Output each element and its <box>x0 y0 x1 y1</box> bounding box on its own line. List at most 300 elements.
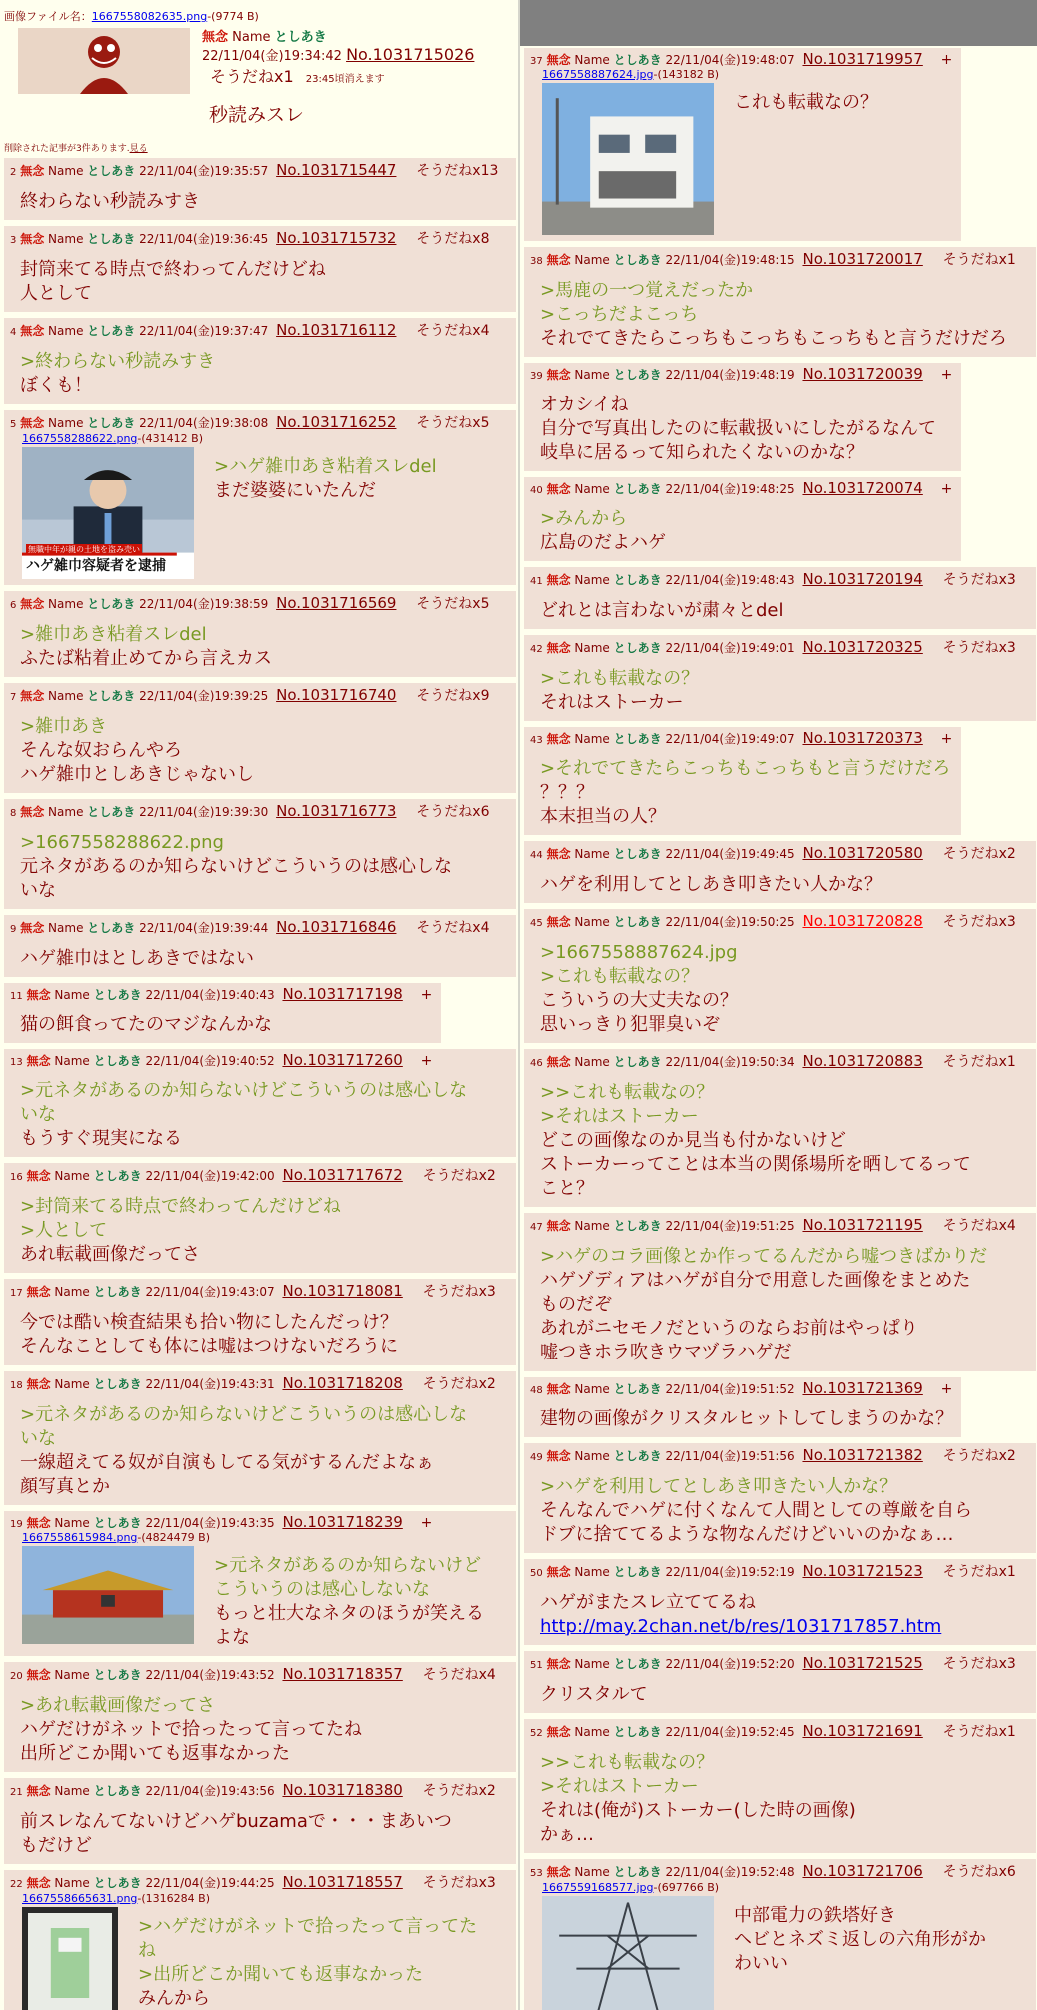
reply-post <box>524 477 961 561</box>
reply-post <box>4 1511 516 1656</box>
reply-post <box>524 909 1036 1043</box>
reply-subject: 無念 <box>20 232 45 246</box>
reply-header <box>530 1721 1030 1741</box>
body-line: ハゲを利用してとしあき叩きたい人かな？ <box>540 874 882 895</box>
reply-sodane-button[interactable]: そうだねx3 <box>422 1875 496 1891</box>
reply-post <box>4 410 516 585</box>
reply-post <box>4 1049 516 1157</box>
reply-sodane-button[interactable]: + <box>420 987 433 1003</box>
reply-thumbnail[interactable] <box>22 1907 118 2010</box>
reply-index: 52 <box>530 1728 543 1739</box>
reply-name-label: Name <box>574 641 610 655</box>
reply-subject: 無念 <box>20 416 45 430</box>
reply-subject: 無念 <box>26 1169 51 1183</box>
reply-sodane-button[interactable]: + <box>420 1053 433 1069</box>
reply-body <box>20 1403 510 1499</box>
reply-sodane-button[interactable]: そうだねx4 <box>416 323 490 339</box>
reply-post <box>4 591 516 677</box>
reply-body <box>20 1013 435 1037</box>
quote-line: >1667558288622.png <box>20 832 224 853</box>
reply-datetime: 22/11/04(金)19:51:25 <box>665 1219 795 1233</box>
thread-link[interactable]: http://may.2chan.net/b/res/1031717857.htm <box>540 1616 942 1637</box>
reply-index: 8 <box>10 808 17 819</box>
body-line: わいい <box>734 1953 788 1974</box>
reply-datetime: 22/11/04(金)19:42:00 <box>145 1169 275 1183</box>
reply-index: 11 <box>10 991 23 1002</box>
reply-name: としあき <box>613 915 662 929</box>
reply-post-number[interactable]: No.1031721691 <box>802 1722 923 1740</box>
reply-index: 17 <box>10 1288 23 1299</box>
reply-subject: 無念 <box>26 1516 51 1530</box>
reply-datetime: 22/11/04(金)19:52:19 <box>665 1565 795 1579</box>
reply-post-number[interactable]: No.1031721523 <box>802 1562 923 1580</box>
reply-header <box>10 917 510 937</box>
reply-body <box>138 1915 477 2010</box>
reply-post <box>4 683 516 793</box>
reply-post <box>524 1213 1036 1371</box>
reply-datetime: 22/11/04(金)19:43:31 <box>145 1377 275 1391</box>
reply-sodane-button[interactable]: そうだねx5 <box>416 596 490 612</box>
quote-line: >ハゲ雑巾あき粘着スレdel <box>214 456 437 477</box>
reply-datetime: 22/11/04(金)19:48:15 <box>665 253 795 267</box>
body-line: どこの画像なのか見当も付かないけど <box>540 1130 846 1151</box>
reply-datetime: 22/11/04(金)19:38:08 <box>139 416 269 430</box>
reply-sodane-button[interactable]: そうだねx3 <box>422 1284 496 1300</box>
body-line: それでてきたらこっちもこっちもこっちもと言うだけだろ <box>540 328 1007 349</box>
reply-subject: 無念 <box>26 1784 51 1798</box>
reply-datetime: 22/11/04(金)19:50:25 <box>665 915 795 929</box>
reply-datetime: 22/11/04(金)19:49:45 <box>665 847 795 861</box>
reply-post <box>524 1859 1036 2010</box>
quote-line: >こっちだよこっち <box>540 304 699 325</box>
reply-datetime: 22/11/04(金)19:48:43 <box>665 573 795 587</box>
reply-subject: 無念 <box>546 915 571 929</box>
reply-sodane-button[interactable]: そうだねx2 <box>942 1448 1016 1464</box>
reply-post-number[interactable]: No.1031718557 <box>282 1873 403 1891</box>
reply-post-number[interactable]: No.1031721706 <box>802 1862 923 1880</box>
reply-sodane-button[interactable]: そうだねx6 <box>416 804 490 820</box>
reply-sodane-button[interactable]: + <box>420 1515 433 1531</box>
reply-sodane-button[interactable]: + <box>940 367 953 383</box>
reply-datetime: 22/11/04(金)19:40:52 <box>145 1054 275 1068</box>
body-line: そんなんでハゲに付くなんて人間としての尊厳を自ら <box>540 1500 972 1521</box>
body-line: 本末担当の人？ <box>540 806 666 827</box>
reply-subject: 無念 <box>546 53 571 67</box>
body-line: 中部電力の鉄塔好き <box>734 1905 896 1926</box>
reply-index: 22 <box>10 1879 23 1890</box>
reply-body <box>20 1694 510 1766</box>
reply-subject: 無念 <box>546 1565 571 1579</box>
reply-body <box>20 1810 510 1858</box>
reply-datetime: 22/11/04(金)19:50:34 <box>665 1055 795 1069</box>
reply-subject: 無念 <box>546 732 571 746</box>
deleted-view-link[interactable]: 見る <box>129 144 148 154</box>
gate-image <box>22 1546 194 1644</box>
reply-datetime: 22/11/04(金)19:43:52 <box>145 1668 275 1682</box>
reply-subject: 無念 <box>546 1865 571 1879</box>
reply-name: としあき <box>87 597 136 611</box>
reply-name-label: Name <box>54 1285 90 1299</box>
reply-body <box>20 1195 510 1267</box>
quote-line: >1667558887624.jpg <box>540 942 738 963</box>
reply-subject: 無念 <box>546 1382 571 1396</box>
reply-sodane-button[interactable]: そうだねx1 <box>942 1054 1016 1070</box>
quote-line: >ハゲだけがネットで拾ったって言ってた <box>138 1916 478 1937</box>
reply-post <box>4 158 516 220</box>
body-line: そんなことしても体には嘘はつけないだろうに <box>20 1336 398 1357</box>
reply-header <box>10 1780 510 1800</box>
reply-post-number[interactable]: No.1031720074 <box>802 479 923 497</box>
reply-name-label: Name <box>54 1668 90 1682</box>
reply-name: としあき <box>93 1876 142 1890</box>
reply-subject: 無念 <box>26 1377 51 1391</box>
reply-index: 47 <box>530 1222 543 1233</box>
reply-sodane-button[interactable]: そうだねx4 <box>422 1667 496 1683</box>
deleted-note <box>0 133 518 158</box>
reply-datetime: 22/11/04(金)19:44:25 <box>145 1876 275 1890</box>
reply-index: 39 <box>530 371 543 382</box>
body-line: 嘘つきホラ吹きウマヅラハゲだ <box>540 1342 792 1363</box>
reply-post-number[interactable]: No.1031717672 <box>282 1166 403 1184</box>
reply-file-link[interactable]: 1667558615984.png <box>22 1531 138 1544</box>
reply-thumbnail[interactable] <box>22 447 194 579</box>
reply-sodane-button[interactable]: そうだねx6 <box>942 1864 1016 1880</box>
reply-header <box>530 1653 1030 1673</box>
reply-thumbnail[interactable] <box>22 1546 194 1644</box>
reply-sodane-button[interactable]: + <box>940 1381 953 1397</box>
tower-image <box>542 1896 714 2010</box>
right-top-gap <box>520 0 1037 46</box>
reply-post <box>524 1377 961 1437</box>
reply-post-number[interactable]: No.1031721382 <box>802 1446 923 1464</box>
reply-sodane-button[interactable]: + <box>940 481 953 497</box>
op-name-label: Name <box>232 30 271 45</box>
reply-post <box>4 915 516 977</box>
reply-datetime: 22/11/04(金)19:49:01 <box>665 641 795 655</box>
reply-file-link[interactable]: 1667558887624.jpg <box>542 68 654 81</box>
reply-name-label: Name <box>574 847 610 861</box>
reply-post <box>4 1163 516 1273</box>
reply-name-label: Name <box>54 1784 90 1798</box>
reply-subject: 無念 <box>546 1055 571 1069</box>
op-file-link[interactable]: 1667558082635.png <box>91 10 208 23</box>
reply-file-link[interactable]: 1667558288622.png <box>22 432 138 445</box>
reply-post-number[interactable]: No.1031716112 <box>276 321 397 339</box>
reply-sodane-button[interactable]: そうだねx5 <box>416 415 490 431</box>
reply-header <box>10 801 510 821</box>
reply-name: としあき <box>613 1449 662 1463</box>
reply-body <box>540 1407 955 1431</box>
op-thumbnail[interactable] <box>18 28 190 94</box>
reply-subject: 無念 <box>26 1876 51 1890</box>
reply-name-label: Name <box>574 1055 610 1069</box>
reply-post-number[interactable]: No.1031716569 <box>276 594 397 612</box>
body-line: あれがニセモノだというのならお前はやっぱり <box>540 1318 918 1339</box>
reply-post-number[interactable]: No.1031717198 <box>282 985 403 1003</box>
body-line: 前スレなんてないけどハゲbuzamaで・・・まあいつ <box>20 1811 452 1832</box>
reply-post-number[interactable]: No.1031720017 <box>802 250 923 268</box>
reply-sodane-button[interactable]: そうだねx2 <box>422 1168 496 1184</box>
quote-line: >元ネタがあるのか知らないけどこういうのは感心しな <box>20 1404 468 1425</box>
reply-name: としあき <box>87 416 136 430</box>
reply-name-label: Name <box>574 1449 610 1463</box>
reply-name-label: Name <box>574 1657 610 1671</box>
reply-sodane-button[interactable]: そうだねx2 <box>942 846 1016 862</box>
op-meta <box>202 26 474 94</box>
reply-header <box>530 729 955 747</box>
reply-header <box>10 1373 510 1393</box>
reply-sodane-button[interactable]: そうだねx3 <box>942 914 1016 930</box>
reply-post-number[interactable]: No.1031720373 <box>802 729 923 747</box>
reply-index: 44 <box>530 850 543 861</box>
reply-post <box>4 318 516 404</box>
reply-sodane-button[interactable]: そうだねx4 <box>416 920 490 936</box>
reply-post-number[interactable]: No.1031721195 <box>802 1216 923 1234</box>
reply-name-label: Name <box>574 482 610 496</box>
reply-sodane-button[interactable]: そうだねx3 <box>942 1656 1016 1672</box>
body-line: ぼくも！ <box>20 375 92 396</box>
body-line: 思いっきり犯罪臭いぞ <box>540 1014 720 1035</box>
reply-body <box>540 941 1030 1037</box>
reply-datetime: 22/11/04(金)19:48:25 <box>665 482 795 496</box>
reply-post-number[interactable]: No.1031718208 <box>282 1374 403 1392</box>
reply-post-number[interactable]: No.1031720325 <box>802 638 923 656</box>
reply-name: としあき <box>93 1668 142 1682</box>
reply-post <box>524 727 961 835</box>
reply-name-label: Name <box>48 689 84 703</box>
right-thread-column <box>520 0 1037 2010</box>
reply-post <box>4 983 441 1043</box>
reply-name-label: Name <box>574 53 610 67</box>
reply-sodane-button[interactable]: そうだねx13 <box>416 163 499 179</box>
reply-post-number[interactable]: No.1031720828 <box>802 912 923 930</box>
reply-body <box>20 715 510 787</box>
reply-post-number[interactable]: No.1031716740 <box>276 686 397 704</box>
reply-datetime: 22/11/04(金)19:35:57 <box>139 164 269 178</box>
reply-post <box>524 567 1036 629</box>
reply-subject: 無念 <box>20 164 45 178</box>
reply-name-label: Name <box>48 921 84 935</box>
reply-sodane-button[interactable]: + <box>940 731 953 747</box>
reply-index: 21 <box>10 1787 23 1798</box>
reply-post-number[interactable]: No.1031720883 <box>802 1052 923 1070</box>
reply-header <box>10 1051 510 1069</box>
reply-name-label: Name <box>48 597 84 611</box>
quote-line: >ハゲを利用してとしあき叩きたい人かな？ <box>540 1476 898 1497</box>
reply-sodane-button[interactable]: + <box>940 52 953 68</box>
reply-name-label: Name <box>54 1377 90 1391</box>
body-line: 今では酷い検査結果も拾い物にしたんだっけ？ <box>20 1312 398 1333</box>
reply-subject: 無念 <box>546 1725 571 1739</box>
reply-body <box>540 1081 1030 1201</box>
reply-name: としあき <box>613 573 662 587</box>
reply-body <box>540 757 955 829</box>
reply-header <box>10 160 510 180</box>
reply-name-label: Name <box>574 732 610 746</box>
reply-index: 38 <box>530 256 543 267</box>
reply-name: としあき <box>93 988 142 1002</box>
op-body: 秒読みスレ <box>209 104 305 126</box>
op-sodane[interactable]: そうだねx1 <box>210 67 294 86</box>
reply-datetime: 22/11/04(金)19:36:45 <box>139 232 269 246</box>
quote-line: >出所どこか聞いても返事なかった <box>138 1964 424 1985</box>
body-line: 封筒来てる時点で終わってんだけどね <box>20 259 326 280</box>
reply-image-row <box>10 445 510 579</box>
reply-datetime: 22/11/04(金)19:39:30 <box>139 805 269 819</box>
reply-name-label: Name <box>574 1865 610 1879</box>
reply-index: 20 <box>10 1671 23 1682</box>
reply-file-link[interactable]: 1667558665631.png <box>22 1892 138 1905</box>
reply-body <box>214 455 437 579</box>
op-cartoon-image <box>18 28 190 94</box>
reply-post <box>524 1443 1036 1553</box>
reply-post-number[interactable]: No.1031716252 <box>276 413 397 431</box>
reply-sodane-button[interactable]: そうだねx8 <box>416 231 490 247</box>
reply-index: 2 <box>10 167 17 178</box>
reply-name: としあき <box>613 368 662 382</box>
reply-header <box>530 1379 955 1397</box>
reply-body <box>214 1554 484 1650</box>
reply-index: 40 <box>530 485 543 496</box>
left-reply-list <box>0 158 518 2010</box>
reply-file-line <box>22 1892 510 1905</box>
reply-subject: 無念 <box>26 1054 51 1068</box>
reply-index: 50 <box>530 1568 543 1579</box>
reply-post <box>4 1279 516 1365</box>
reply-header <box>10 985 435 1003</box>
body-line: どれとは言わないが粛々とdel <box>540 600 784 621</box>
reply-post-number[interactable]: No.1031720039 <box>802 365 923 383</box>
reply-name-label: Name <box>48 232 84 246</box>
reply-header <box>10 1513 510 1531</box>
reply-name-label: Name <box>48 164 84 178</box>
body-line: こと？ <box>540 1178 594 1199</box>
reply-post-number[interactable]: No.1031716846 <box>276 918 397 936</box>
reply-subject: 無念 <box>546 253 571 267</box>
reply-post-number[interactable]: No.1031717260 <box>282 1051 403 1069</box>
quote-line: >封筒来てる時点で終わってんだけどね <box>20 1196 341 1217</box>
reply-header <box>530 843 1030 863</box>
body-line: ハゲ雑巾はとしあきではない <box>20 948 254 969</box>
quote-line: >終わらない秒読みすき <box>20 351 216 372</box>
reply-sodane-button[interactable]: そうだねx1 <box>942 1564 1016 1580</box>
op-filesize: -(9774 B) <box>207 10 259 23</box>
reply-post-number[interactable]: No.1031716773 <box>276 802 397 820</box>
body-line: 終わらない秒読みすき <box>20 191 200 212</box>
reply-name-label: Name <box>48 324 84 338</box>
reply-post-number[interactable]: No.1031719957 <box>802 50 923 68</box>
reply-name-label: Name <box>574 915 610 929</box>
reply-name: としあき <box>613 847 662 861</box>
body-line: 元ネタがあるのか知らないけどこういうのは感心しな <box>20 856 452 877</box>
reply-index: 18 <box>10 1380 23 1391</box>
reply-header <box>530 911 1030 931</box>
reply-body <box>20 1311 510 1359</box>
reply-sodane-button[interactable]: そうだねx1 <box>942 1724 1016 1740</box>
reply-datetime: 22/11/04(金)19:51:52 <box>665 1382 795 1396</box>
reply-name-label: Name <box>54 988 90 1002</box>
reply-sodane-button[interactable]: そうだねx2 <box>422 1783 496 1799</box>
body-line: 自分で写真出したのに転載扱いにしたがるなんて <box>540 418 936 439</box>
op-post-number[interactable]: No.1031715026 <box>346 45 475 64</box>
op-datetime: 22/11/04(金)19:34:42 <box>202 49 342 64</box>
reply-subject: 無念 <box>20 921 45 935</box>
reply-post-number[interactable]: No.1031718357 <box>282 1665 403 1683</box>
reply-post <box>524 1559 1036 1645</box>
quote-line: いな <box>20 1104 56 1125</box>
reply-name-label: Name <box>54 1876 90 1890</box>
reply-name: としあき <box>87 921 136 935</box>
quote-line: >>これも転載なの？ <box>540 1082 715 1103</box>
reply-sodane-button[interactable]: そうだねx3 <box>942 572 1016 588</box>
reply-index: 6 <box>10 600 17 611</box>
reply-header <box>530 365 955 383</box>
reply-body <box>540 1475 1030 1547</box>
reply-name: としあき <box>93 1516 142 1530</box>
reply-post-number[interactable]: No.1031718380 <box>282 1781 403 1799</box>
reply-datetime: 22/11/04(金)19:43:56 <box>145 1784 275 1798</box>
reply-name-label: Name <box>48 805 84 819</box>
reply-thumbnail[interactable] <box>542 83 714 235</box>
quote-line: >雑巾あき粘着スレdel <box>20 624 207 645</box>
reply-body <box>540 507 955 555</box>
news-caption: ハゲ雑巾容疑者を逮捕 <box>26 558 166 574</box>
reply-sodane-button[interactable]: そうだねx9 <box>416 688 490 704</box>
quote-line: >馬鹿の一つ覚えだったか <box>540 280 754 301</box>
reply-post-number[interactable]: No.1031721369 <box>802 1379 923 1397</box>
reply-file-line <box>542 68 955 81</box>
body-line: ものだぞ <box>540 1294 612 1315</box>
reply-post-number[interactable]: No.1031721525 <box>802 1654 923 1672</box>
quote-line: >これも転載なの？ <box>540 668 700 689</box>
reply-index: 7 <box>10 692 17 703</box>
reply-filesize: -(1316284 B) <box>137 1892 211 1905</box>
reply-post-number[interactable]: No.1031720194 <box>802 570 923 588</box>
body-line: 建物の画像がクリスタルヒットしてしまうのかな？ <box>540 1408 954 1429</box>
reply-name: としあき <box>93 1054 142 1068</box>
reply-body <box>20 1079 510 1151</box>
reply-post <box>4 1778 516 1864</box>
reply-post <box>524 1651 1036 1713</box>
reply-post-number[interactable]: No.1031715732 <box>276 229 397 247</box>
body-line: もだけど <box>20 1835 92 1856</box>
reply-post-number[interactable]: No.1031718239 <box>282 1513 403 1531</box>
reply-name: としあき <box>87 164 136 178</box>
reply-sodane-button[interactable]: そうだねx2 <box>422 1376 496 1392</box>
reply-post-number[interactable]: No.1031715447 <box>276 161 397 179</box>
building-image <box>542 83 714 235</box>
reply-sodane-button[interactable]: そうだねx4 <box>942 1218 1016 1234</box>
reply-sodane-button[interactable]: そうだねx3 <box>942 640 1016 656</box>
reply-post-number[interactable]: No.1031720580 <box>802 844 923 862</box>
reply-thumbnail[interactable] <box>542 1896 714 2010</box>
reply-header <box>10 593 510 613</box>
right-reply-list <box>520 46 1037 2010</box>
body-line: みんから <box>138 1988 210 2009</box>
reply-file-link[interactable]: 1667559168577.jpg <box>542 1881 654 1894</box>
reply-sodane-button[interactable]: そうだねx1 <box>942 252 1016 268</box>
reply-post <box>4 799 516 909</box>
reply-name: としあき <box>613 1565 662 1579</box>
reply-post-number[interactable]: No.1031718081 <box>282 1282 403 1300</box>
reply-body <box>540 1751 1030 1847</box>
reply-body <box>540 873 1030 897</box>
body-line: まだ婆婆にいたんだ <box>214 480 376 501</box>
body-line: これも転載なの？ <box>734 92 878 113</box>
quote-line: >これも転載なの？ <box>540 966 700 987</box>
reply-filesize: -(143182 B) <box>653 68 720 81</box>
op-filename-label: 画像ファイル名： <box>4 10 92 23</box>
